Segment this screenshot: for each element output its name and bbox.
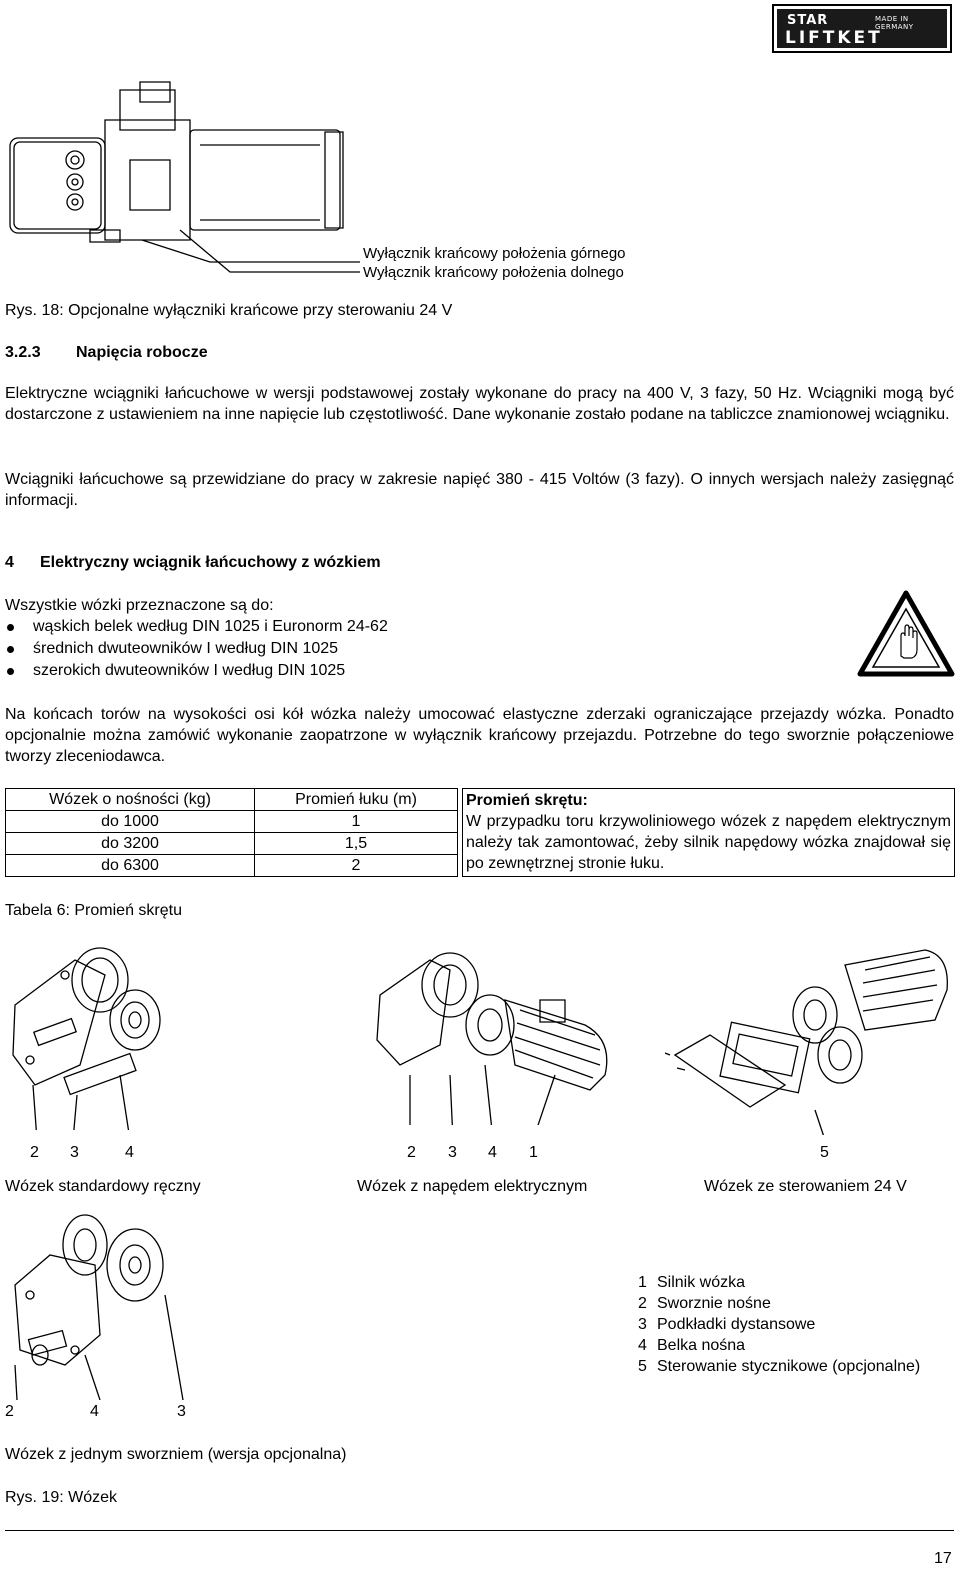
table-row xyxy=(6,811,458,833)
figure18-label-lower: Wyłącznik krańcowy położenia dolnego xyxy=(363,264,624,281)
part-number: 4 xyxy=(125,1144,134,1161)
part-number: 2 xyxy=(5,1403,14,1420)
table-row xyxy=(6,833,458,855)
logo-main-text: LIFTKET xyxy=(785,28,883,48)
section-4-paragraph-1: Na końcach torów na wysokości osi kół wózka należy umocować elastyczne zderzaki ograniczające przejazdy wózka. Ponadto opcjonalnie można zamówić wykonanie zaopatrzone w wyłącznik krańcowy przejazdu. Potrzebne do tego sworznie połączeniowe tworzy zleceniodawca. xyxy=(5,706,954,765)
list-item: średnich dwuteowników I według DIN 1025 xyxy=(5,638,388,660)
section-4-title: Elektryczny wciągnik łańcuchowy z wózkiem xyxy=(40,554,381,571)
figure19-caption-24v: Wózek ze sterowaniem 24 V xyxy=(704,1178,907,1195)
table-header-capacity: Wózek o nośności (kg) xyxy=(6,789,255,811)
section-4-number: 4 xyxy=(5,554,14,571)
list-item: wąskich belek według DIN 1025 i Euronorm 24-62 xyxy=(5,616,388,638)
section-3-2-3-title: Napięcia robocze xyxy=(76,344,208,361)
figure19-caption-manual: Wózek standardowy ręczny xyxy=(5,1178,201,1195)
part-number: 2 xyxy=(407,1144,416,1161)
figure18-caption: Rys. 18: Opcjonalne wyłączniki krańcowe przy sterowaniu 24 V xyxy=(5,302,453,319)
list-item: szerokich dwuteowników I według DIN 1025 xyxy=(5,660,388,682)
turning-radius-note xyxy=(462,788,955,877)
figure19-legend xyxy=(638,1272,920,1377)
trolley-24v-drawing xyxy=(665,945,955,1135)
part-number: 2 xyxy=(30,1144,39,1161)
legend-item: 2 Sworznie nośne xyxy=(638,1295,771,1312)
single-pin-trolley-drawing xyxy=(5,1205,200,1400)
section-3-2-3-paragraph-2: Wciągniki łańcuchowe są przewidziane do pracy w zakresie napięć 380 - 415 Voltów (3 fazy). O innych wersjach należy zasięgnąć informacji. xyxy=(5,471,954,509)
legend-item: 4 Belka nośna xyxy=(638,1337,746,1354)
manual-trolley-drawing xyxy=(5,945,180,1130)
figure19-caption: Rys. 19: Wózek xyxy=(5,1489,118,1506)
table6-caption: Tabela 6: Promień skrętu xyxy=(5,902,182,919)
section-3-2-3-paragraph-1: Elektryczne wciągniki łańcuchowe w wersji podstawowej zostały wykonane do pracy na 400 V, 3 fazy, 50 Hz. Wciągniki mogą być dostarczone z ustawieniem na inne napięcie lub częstotliwość. Dane wykonanie zostało podane na tabliczce znamionowej wciągniku. xyxy=(5,385,954,423)
logo-top-text: STAR xyxy=(787,13,829,28)
trolley-beam-list xyxy=(5,616,388,682)
figure19-caption-single-pin: Wózek z jednym sworzniem (wersja opcjonalna) xyxy=(5,1446,347,1463)
table-cell-radius: 1,5 xyxy=(255,833,458,855)
legend-item: 5 Sterowanie stycznikowe (opcjonalne) xyxy=(638,1358,921,1375)
electric-trolley-drawing xyxy=(355,945,630,1125)
part-number: 4 xyxy=(488,1144,497,1161)
turning-radius-note-text: W przypadku toru krzywoliniowego wózek z napędem elektrycznym należy tak zamontować, żeby silnik napędowy wózka znajdował się po zewnętrznej stronie łuku. xyxy=(466,813,951,872)
warning-hand-icon xyxy=(857,590,955,678)
part-number: 5 xyxy=(820,1144,829,1161)
turning-radius-table xyxy=(5,788,458,877)
page-number: 17 xyxy=(934,1550,952,1567)
part-number: 1 xyxy=(529,1144,538,1161)
section-3-2-3-number: 3.2.3 xyxy=(5,344,41,361)
company-logo xyxy=(772,4,952,53)
part-number: 3 xyxy=(177,1403,186,1420)
hoist-limit-switch-drawing xyxy=(0,70,380,280)
turning-radius-note-title: Promień skrętu: xyxy=(466,792,588,809)
figure19-caption-electric: Wózek z napędem elektrycznym xyxy=(357,1178,588,1195)
part-number: 3 xyxy=(448,1144,457,1161)
table-header-radius: Promień łuku (m) xyxy=(255,789,458,811)
footer-divider xyxy=(5,1530,954,1531)
logo-made-in-text: MADE IN GERMANY xyxy=(875,15,914,31)
section-4-intro: Wszystkie wózki przeznaczone są do: xyxy=(5,597,274,614)
part-number: 4 xyxy=(90,1403,99,1420)
legend-item: 1 Silnik wózka xyxy=(638,1274,746,1291)
table-cell-capacity: do 3200 xyxy=(6,833,255,855)
table-cell-radius: 2 xyxy=(255,855,458,877)
table-cell-radius: 1 xyxy=(255,811,458,833)
figure18-label-upper: Wyłącznik krańcowy położenia górnego xyxy=(363,245,626,262)
logo-background xyxy=(777,9,947,48)
table-header-row xyxy=(6,789,458,811)
legend-item: 3 Podkładki dystansowe xyxy=(638,1316,816,1333)
table-row xyxy=(6,855,458,877)
table-cell-capacity: do 1000 xyxy=(6,811,255,833)
table-cell-capacity: do 6300 xyxy=(6,855,255,877)
part-number: 3 xyxy=(70,1144,79,1161)
